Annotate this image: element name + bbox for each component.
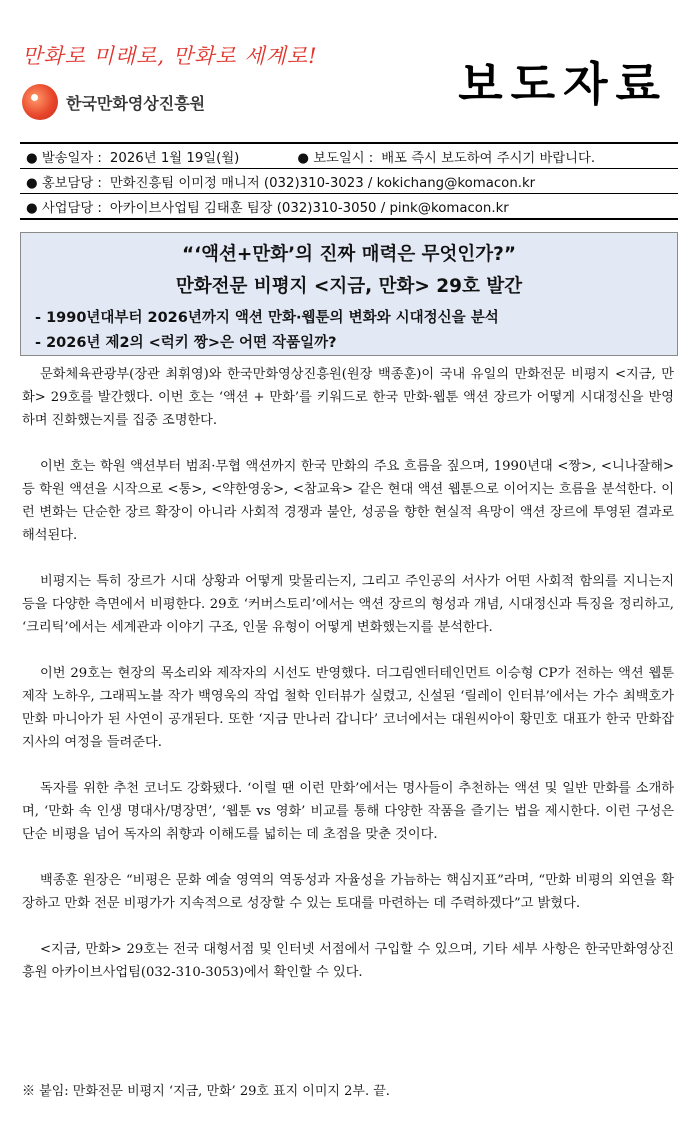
org-logo — [22, 84, 205, 120]
paragraph-1: 문화체육관광부(장관 최휘영)와 한국만화영상진흥원(원장 백종훈)이 국내 유일의 만화전문 비평지 <지금, 만화> 29호를 발간했다. 이번 호는 ‘액션 + 만화’를 키워드로 한국 만화·웹툰 액션 장르가 어떻게 시대정신을 반영하며 진화했는지를 집중 조명한다. — [22, 367, 674, 428]
headline-title: “‘액션+만화’의 진짜 매력은 무엇인가?” — [181, 244, 517, 265]
biz-contact-label: ● 사업담당 : — [26, 200, 102, 216]
paragraph-7: <지금, 만화> 29호는 전국 대형서점 및 인터넷 서점에서 구입할 수 있으며, 기타 세부 사항은 한국만화영상진흥원 아카이브사업팀(032-310-3053)에서 확인할 수 있다. — [22, 942, 674, 980]
org-name: 한국만화영상진흥원 — [66, 93, 206, 113]
info-table — [20, 142, 678, 220]
headline-point-2: - 2026년 제2의 <럭키 짱>은 어떤 작품일까? — [35, 335, 337, 351]
paragraph-6: 백종훈 원장은 “비평은 문화 예술 영역의 역동성과 자율성을 가늠하는 핵심지표”라며, “만화 비평의 외연을 확장하고 만화 전문 비평가가 지속적으로 성장할 수 있는 토대를 마련하는 데 주력하겠다”고 밝혔다. — [22, 873, 674, 911]
report-time-label: ● 보도일시 : — [297, 150, 374, 166]
slogan: 만화로 미래로, 만화로 세계로! — [22, 44, 318, 68]
logo-icon — [22, 84, 58, 120]
info-row-biz — [20, 194, 678, 220]
report-time-value: 배포 즉시 보도하여 주시기 바랍니다. — [381, 150, 596, 166]
pr-contact-value: 만화진흥팀 이미정 매니저 (032)310-3023 / kokichang@komacon.kr — [109, 175, 536, 191]
release-date-value: 2026년 1월 19일(월) — [109, 150, 240, 166]
release-date-label: ● 발송일자 : — [26, 150, 102, 166]
info-row-pr — [20, 169, 678, 194]
biz-contact-value: 아카이브사업팀 김태훈 팀장 (032)310-3050 / pink@komacon.kr — [109, 200, 509, 216]
headline-point-1: - 1990년대부터 2026년까지 액션 만화·웹툰의 변화와 시대정신을 분석 — [35, 310, 499, 326]
pr-contact-label: ● 홍보담당 : — [26, 175, 102, 191]
paragraph-3: 비평지는 특히 장르가 시대 상황과 어떻게 맞물리는지, 그리고 주인공의 서사가 어떤 사회적 함의를 지니는지 등을 다양한 측면에서 비평한다. 29호 ‘커버스토리’에서는 액션 장르의 형성과 개념, 시대정신과 특징을 정리하고, ‘크리틱’에서는 세계관과 이야기 구조, 인물 유형이 어떻게 변화했는지를 분석한다. — [22, 574, 674, 635]
attachment-note: ※ 붙임: 만화전문 비평지 ‘지금, 만화’ 29호 표지 이미지 2부. 끝. — [22, 1084, 390, 1099]
headline-box — [20, 232, 678, 356]
paragraph-4: 이번 29호는 현장의 목소리와 제작자의 시선도 반영했다. 더그림엔터테인먼트 이승형 CP가 전하는 액션 웹툰 제작 노하우, 그래픽노블 작가 백영욱의 작업 철학 인터뷰가 실렸고, 신설된 ‘릴레이 인터뷰’에서는 가수 최백호가 만화 마니아가 된 사연이 공개된다. 또한 ‘지금 만나러 갑니다’ 코너에서는 대원씨아이 황민호 대표가 한국 만화잡지사의 여정을 들려준다. — [22, 666, 674, 750]
page-title: 보도자료 — [458, 57, 668, 111]
paragraph-5: 독자를 위한 추천 코너도 강화됐다. ‘이럴 땐 이런 만화’에서는 명사들이 추천하는 액션 및 일반 만화를 소개하며, ‘만화 속 인생 명대사/명장면’, ‘웹툰 vs 영화’ 비교를 통해 다양한 작품을 즐기는 법을 제시한다. 이런 구성은 단순 비평을 넘어 독자의 취향과 이해도를 넓히는 데 초점을 맞춘 것이다. — [22, 781, 674, 842]
headline-subtitle: 만화전문 비평지 <지금, 만화> 29호 발간 — [175, 276, 523, 297]
info-row-release — [20, 142, 678, 169]
paragraph-2: 이번 호는 학원 액션부터 범죄·무협 액션까지 한국 만화의 주요 흐름을 짚으며, 1990년대 <짱>, <니나잘해> 등 학원 액션을 시작으로 <통>, <약한영웅>, <참교육> 같은 현대 액션 웹툰으로 이어지는 흐름을 분석한다. 이런 변화는 단순한 장르 확장이 아니라 사회적 경쟁과 불안, 성공을 향한 현실적 욕망이 액션 장르에 투영된 결과로 해석된다. — [22, 459, 674, 543]
article-body — [22, 363, 674, 1007]
